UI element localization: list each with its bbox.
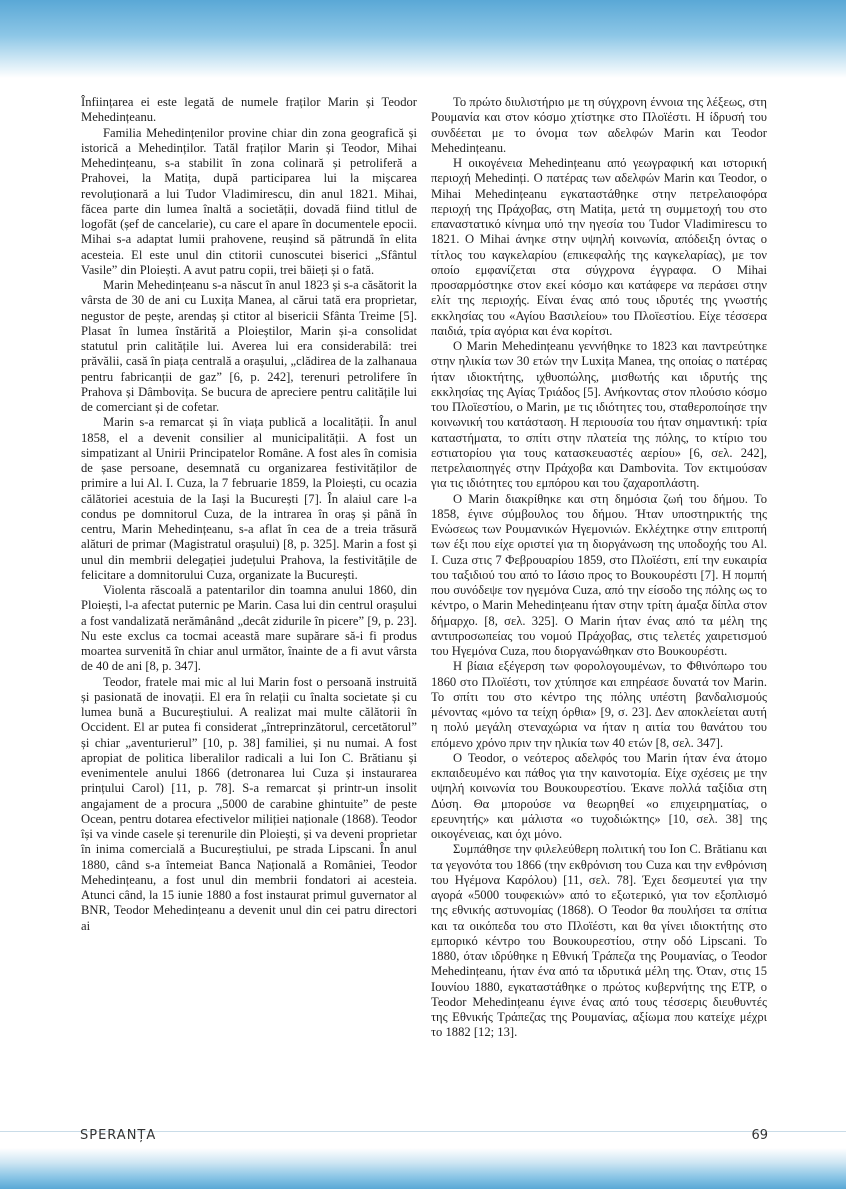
paragraph: Η βίαια εξέγερση των φορολογουμένων, το Φθινόπωρο του 1860 στο Πλοϊέστι, τον χτύπησε και επηρέασε δυνατά τον Marin. Το σπίτι του στο κέντρο της πόλης υπέστη βανδαλισμούς μένοντας «μόνο τα τείχη όρθια» [9, σ. 23]. Δεν αποκλείεται αυτή η πολύ μεγάλη στεναχώρια να ήταν η αιτία του θανάτου του επόμενο χρόνο πριν την ηλικία των 40 ετών [8, σελ. 347]. (431, 659, 767, 750)
paragraph: Το πρώτο διυλιστήριο με τη σύγχρονη έννοια της λέξεως, στη Ρουμανία και στον κόσμο χτίστηκε στο Πλοϊέστι. Η ίδρυσή του συνδέεται με το όνομα των αδελφών Marin και Teodor Mehedințeanu. (431, 95, 767, 155)
paragraph: Violenta răscoală a patentarilor din toamna anului 1860, din Ploiești, l-a afectat puternic pe Marin. Casa lui din centrul orașului a fost vandalizată nerămânând „decât zidurile în picere” [9, p. 23]. Nu este exclus ca tocmai această mare supărare să-i fi produs moartea survenită în chiar anul următor, înainte de a fi avut vârsta de 40 de ani [8, p. 347]. (81, 583, 417, 674)
romanian-text-column (81, 95, 417, 934)
paragraph: Ο Teodor, ο νεότερος αδελφός του Marin ήταν ένα άτομο εκπαιδευμένο και πάθος για την καινοτομία. Είχε σχέσεις με την υψηλή κοινωνία του Βουκουρεστίου. Έκανε πολλά ταξίδια στη Δύση. Θα μπορούσε να θεωρηθεί «ο επιχειρηματίας, ο ερευνητής» και μάλιστα «ο τυχοδιώκτης» [10, σελ. 38] της οικογένειας, και όχι μόνο. (431, 750, 767, 841)
paragraph: Η οικογένεια Mehedințeanu από γεωγραφική και ιστορική περιοχή Mehedinți. Ο πατέρας των αδελφών Marin και Teodor, ο Mihai Mehedințeanu εγκαταστάθηκε στην πετρελαιοφόρα περιοχή της Πράχοβας, στη Matița, μετά τη συμμετοχή του στο επαναστατικό κίνημα υπό την ηγεσία του Tudor Vladimirescu το 1821. Ο Mihai άνηκε στην υψηλή κοινωνία, απόδειξη όντας ο τίτλος του καγκελαρίου (επικεφαλής της καγκελαρίας), με τον οποίο εμφανίζεται στα σύγχρονα έγγραφα. Ο Mihai προσαρμόστηκε στον εκεί κόσμο και κατάφερε να περάσει στην ελίτ της περιοχής. Είναι ένας από τους ιδρυτές της γνωστής εκκλησίας του «Αγίου Βασιλείου» του Πλοϊεστίου. Είχε τέσσερα παιδιά, τρία αγόρια και ένα κορίτσι. (431, 156, 767, 338)
paragraph: Marin Mehedințeanu s-a născut în anul 1823 și s-a căsătorit la vârsta de 30 de ani cu Luxița Manea, al cărui tată era proprietar, negustor de pește, arendaș și ctitor al bisericii Sfânta Treime [5]. Plasat în lumea înstărită a Ploieștilor, Marin și-a consolidat statutul prin calitățile lui. Averea lui era considerabilă: trei prăvălii, casă în piața centrală a orașului, „clădirea de la zalhanaua pentru fabricanții de gaz” [6, p. 242], terenuri petrolifere în Prahova și Dâmbovița. Se bucura de apreciere pentru calitățile lui de comerciant și de cofetar. (81, 278, 417, 414)
greek-text-column (431, 95, 767, 1041)
page-number: 69 (751, 1128, 768, 1143)
paragraph: Teodor, fratele mai mic al lui Marin fost o persoană instruită și pasionată de inovații. El era în relații cu înalta societate și cu lumea bună a Bucureștiului. A realizat mai multe călătorii în Occident. El ar putea fi considerat „întreprinzătorul, cercetătorul” și chiar „aventurierul” [10, p. 38] familiei, și nu numai. A fost apropiat de politica liberalilor radicali a lui Ion C. Brătianu și evenimentele anului 1866 (detronarea lui Cuza și instaurarea prințului Carol) [11, p. 78]. S-a remarcat și printr-un insolit angajament de a procura „5000 de carabine ghintuite” de peste Ocean, pentru dotarea efectivelor miliției naționale (1868). Teodor își va vinde casele și terenurile din Ploiești, și va deveni proprietar în inima comercială a Bucureștiului, pe strada Lipscani. În anul 1880, când s-a întemeiat Banca Națională a României, Teodor Mehedințeanu, a fost unul din membrii fondatori ai acesteia. Atunci când, la 15 iunie 1880 a fost instaurat primul guvernator al BNR, Teodor Mehedințeanu a devenit unul din cei patru directori ai (81, 674, 417, 933)
paragraph: Marin s-a remarcat și în viața publică a localității. În anul 1858, el a devenit consilier al municipalității. A fost un simpatizant al Unirii Principatelor Române. A fost ales în comisia de șase persoane, desemnată cu organizarea festivităților de primire a lui Al. I. Cuza, la 7 februarie 1859, la Ploiești, cu ocazia călătoriei acestuia de la Iași la București [7]. În alaiul care l-a condus pe domnitorul Cuza, de la intrarea în oraș și până în centru, Marin Mehedințeanu, s-a aflat în cea de a treia trăsură alături de primar (Magistratul orașului) [8, p. 325]. Marin a fost și unul din membrii delegației județului Prahova, la festivitățile de felicitare a domnitorului Cuza, organizate la București. (81, 415, 417, 582)
paragraph: Familia Mehedințenilor provine chiar din zona geografică și istorică a Mehedinților. Tatăl fraților Marin și Teodor, Mihai Mehedințeanu, s-a stabilit în zona colinară și petroliferă a Prahovei, la Matița, după participarea lui la mișcarea revoluționară a lui Tudor Vladimirescu, din anul 1821. Mihai, făcea parte din lumea înaltă a societății, dovadă fiind titlul de logofăt (șef de cancelarie), cu care el apare în documentele epocii. Mihai s-a adaptat lumii prahovene, reușind să pătrundă în elita acesteia. El este unul din ctitorii cunoscutei biserici „Sfântul Vasile” din Ploiești. A avut patru copii, trei băieți și o fată. (81, 125, 417, 277)
paragraph: Înființarea ei este legată de numele fraților Marin și Teodor Mehedințeanu. (81, 95, 417, 125)
paragraph: Ο Marin διακρίθηκε και στη δημόσια ζωή του δήμου. Το 1858, έγινε σύμβουλος του δήμου. Ήταν υποστηρικτής της Ενώσεως των Ρουμανικών Ηγεμονιών. Εκλέχτηκε στην επιτροπή των έξι που είχε οριστεί για τη διοργάνωση της υποδοχής του Al. I. Cuza στις 7 Φεβρουαρίου 1859, στο Πλοϊέστι, επί την ευκαιρία του ταξιδιού του από το Ιάσιο προς το Βουκουρέστι [7]. Η πομπή που συνόδεψε τον ηγεμόνα Cuza, από την είσοδο της πόλης ως το κέντρο, ο Marin Mehedințeanu ήταν στην τρίτη άμαξα δίπλα στον δήμαρχο. [8, σελ. 325]. Ο Marin ήταν ένας από τα μέλη της αντιπροσωπείας του νομού Πράχοβας, στις τελετές χαιρετισμού του Ηγεμόνα Cuza, που διοργανώθηκαν στο Βουκουρέστι. (431, 491, 767, 658)
header-decorative-band (0, 0, 846, 78)
publication-name: SPERANȚA (80, 1128, 157, 1143)
paragraph: Συμπάθησε την φιλελεύθερη πολιτική του Ion C. Brătianu και τα γεγονότα του 1866 (την εκθρόνιση του Cuza και την ενθρόνιση του Ηγέμονα Καρόλου) [11, σελ. 78]. Έχει δεσμευτεί για την αγορά «5000 τουφεκιών» από το εξωτερικό, για τον εξοπλισμό της εθνικής αστυνομίας (1868). Ο Teodor θα πουλήσει τα σπίτια και τα οικόπεδα του στο Πλοϊέστι, και θα γίνει ιδιοκτήτης στο εμπορικό κέντρο του Βουκουρεστίου, στην οδό Lipscani. Το 1880, όταν ιδρύθηκε η Εθνική Τράπεζα της Ρουμανίας, ο Teodor Mehedințeanu, ήταν ένα από τα ιδρυτικά μέλη της. Όταν, στις 15 Ιουνίου 1880, εγκαταστάθηκε ο πρώτος κυβερνήτης της ΕΤΡ, ο Teodor Mehedințeanu έγινε ένας από τους τέσσερις διευθυντές της Εθνικής Τράπεζας της Ρουμανίας, αξίωμα που κατείχε μέχρι το 1882 [12; 13]. (431, 842, 767, 1040)
paragraph: Ο Marin Mehedințeanu γεννήθηκε το 1823 και παντρεύτηκε στην ηλικία των 30 ετών την Luxița Manea, της οποίας ο πατέρας ήταν ιδιοκτήτης, ιχθυοπώλης, μισθωτής και ιδρυτής της εκκλησίας της Αγίας Τριάδος [5]. Ανήκοντας στον πλούσιο κόσμο του Πλοϊεστίου, ο Marin, με τις ιδιότητες του, σταθεροποίησε την κοινωνική του κατάσταση. Η περιουσία του ήταν σημαντική: τρία καταστήματα, το σπίτι στην πλατεία της πόλης, το κτίριο του εστιατορίου για τους κατασκευαστές αερίου» [6, σελ. 242], πετρελαιοπηγές στην Πράχοβα και Dambovita. Τον εκτιμούσαν για τις ιδιότητες του εμπόρου και του ζαχαροπλάστη. (431, 339, 767, 491)
footer-decorative-band (0, 1148, 846, 1189)
